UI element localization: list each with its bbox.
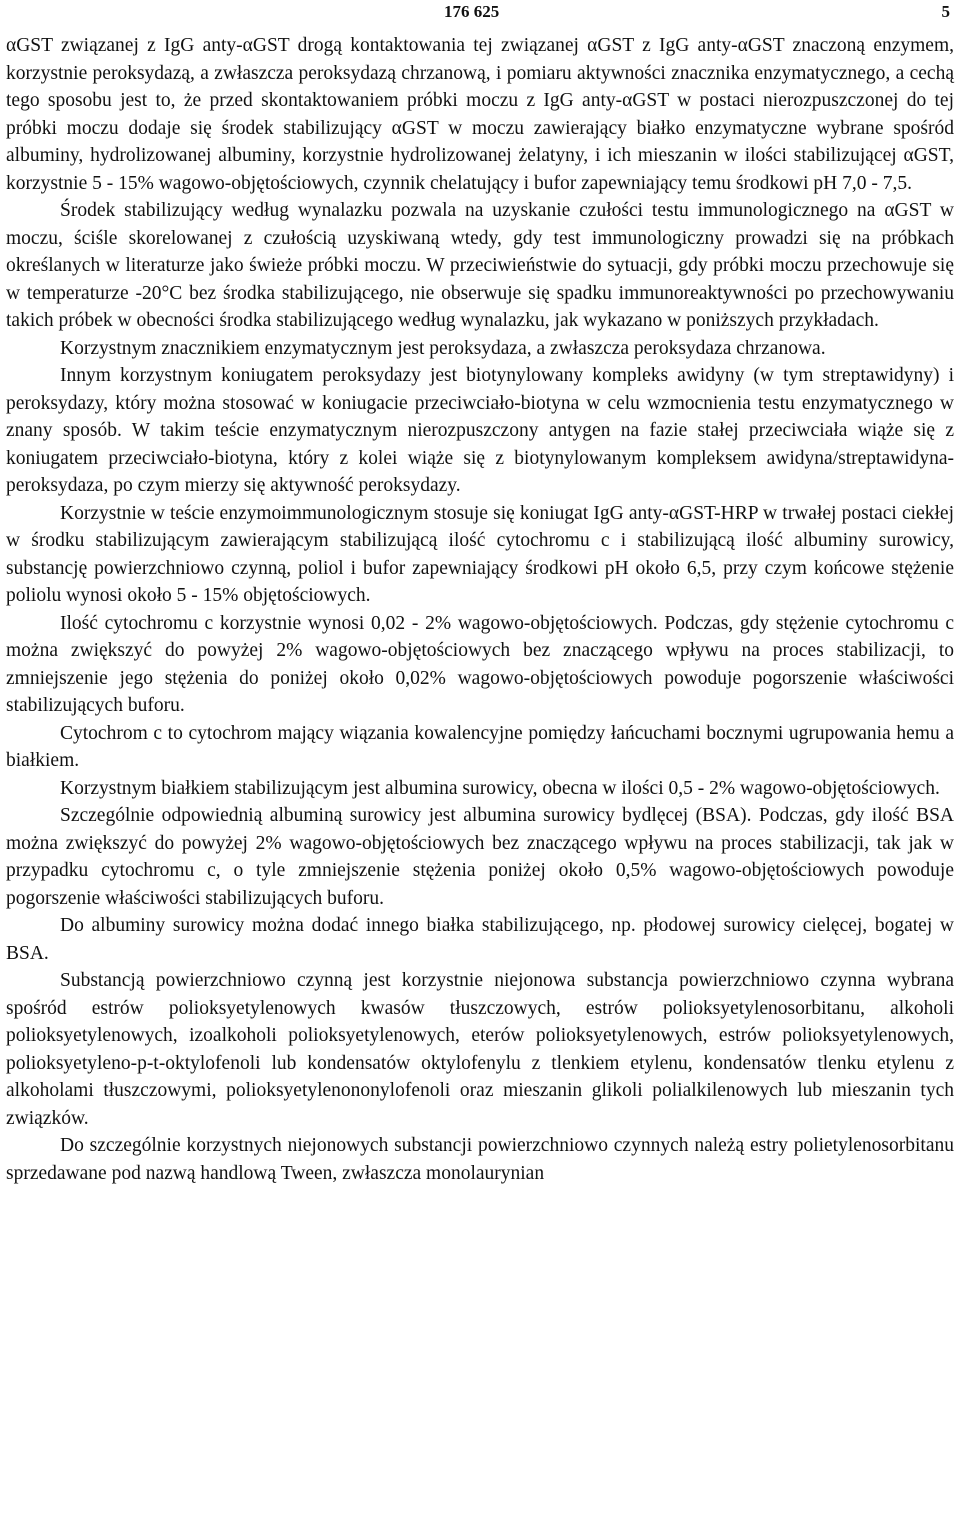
paragraph: Środek stabilizujący według wynalazku pozwala na uzyskanie czułości testu immunologicznego na αGST w moczu, ściśle skorelowanej z czułością uzyskiwaną wtedy, gdy test immunologiczny prowadzi się na próbkach określanych w literaturze jako świeże próbki moczu. W przeciwieństwie do sytuacji, gdy próbki moczu przechowuje się w temperaturze -20°C bez środka stabilizującego, nie obserwuje się spadku immunoreaktywności po przechowywaniu takich próbek w obecności środka stabilizującego według wynalazku, jak wykazano w poniższych przykładach. [6,200,954,331]
page-number: 5 [941,2,950,21]
paragraph: Substancją powierzchniowo czynną jest korzystnie niejonowa substancja powierzchniowo czynna wybrana spośród estrów polioksyetylenowych kwasów tłuszczowych, estrów polioksyetylenosorbitanu, alkoholi polioksyetylenowych, izoalkoholi polioksyetylenowych, eterów polioksyetylenowych, estrów polioksyetylenowych, polioksyetyleno-p-t-oktylofenoli lub kondensatów oktylofenylu z tlenkiem etylenu, kondensatów tlenku etylenu z alkoholami tłuszczowymi, polioksyetylenononylofenoli oraz mieszanin glikoli polialkilenowych lub mieszanin tych związków. [6,970,954,1129]
body-text [6,32,954,1187]
paragraph: Korzystnym znacznikiem enzymatycznym jest peroksydaza, a zwłaszcza peroksydaza chrzanowa. [60,337,826,359]
paragraph: Korzystnym białkiem stabilizującym jest albumina surowicy, obecna w ilości 0,5 - 2% wagowo-objętościowych. [60,777,940,799]
paragraph-continuation: αGST związanej z IgG anty-αGST drogą kontaktowania tej związanej αGST z IgG anty-αGST znaczoną enzymem, korzystnie peroksydazą, a zwłaszcza peroksydazą chrzanową, i pomiaru aktywności znacznika enzymatycznego, a cechą tego sposobu jest to, że przed skontaktowaniem próbki moczu z IgG anty-αGST w postaci nierozpuszczonej do tej próbki moczu dodaje się środek stabilizujący αGST w moczu zawierający białko enzymatyczne wybrane spośród albuminy, hydrolizowanej albuminy, korzystnie hydrolizowanej żelatyny, i ich mieszanin w ilości stabilizującej αGST, korzystnie 5 - 15% wagowo-objętościowych, czynnik chelatujący i bufor zapewniający temu środkowi pH 7,0 - 7,5. [6,35,954,194]
paragraph: Innym korzystnym koniugatem peroksydazy jest biotynylowany kompleks awidyny (w tym streptawidyny) i peroksydazy, który można stosować w koniugacie przeciwciało-biotyna w celu wzmocnienia testu enzymatycznego w znany sposób. W takim teście enzymatycznym nierozpuszczony antygen na fazie stałej przeciwciała wiąże się z koniugatem przeciwciało-biotyna, który z kolei wiąże się z biotynylowanym kompleksem awidyna/streptawidyna-peroksydaza, po czym mierzy się aktywność peroksydazy. [6,365,954,496]
paragraph: Ilość cytochromu c korzystnie wynosi 0,02 - 2% wagowo-objętościowych. Podczas, gdy stężenie cytochromu c można zwiększyć do powyżej 2% wagowo-objętościowych bez znaczącego wpływu na proces stabilizacji, to zmniejszenie jego stężenia do poniżej około 0,02% wagowo-objętościowych powoduje pogorszenie właściwości stabilizujących buforu. [6,612,954,716]
page-header [0,2,960,24]
paragraph: Do szczególnie korzystnych niejonowych substancji powierzchniowo czynnych należą estry polietylenosorbitanu sprzedawane pod nazwą handlową Tween, zwłaszcza monolaurynian [6,1135,954,1184]
paragraph: Korzystnie w teście enzymoimmunologicznym stosuje się koniugat IgG anty-αGST-HRP w trwałej postaci ciekłej w środku stabilizującym zawierającym stabilizującą ilość cytochromu c i stabilizującą ilość albuminy surowicy, substancję powierzchniowo czynną, poliol i bufor zapewniający środkowi pH około 6,5, przy czym końcowe stężenie poliolu wynosi około 5 - 15% objętościowych. [6,502,954,606]
patent-number: 176 625 [444,2,500,21]
paragraph: Cytochrom c to cytochrom mający wiązania kowalencyjne pomiędzy łańcuchami bocznymi ugrupowania hemu a białkiem. [6,722,954,771]
paragraph: Do albuminy surowicy można dodać innego białka stabilizującego, np. płodowej surowicy cielęcej, bogatej w BSA. [6,915,954,964]
paragraph: Szczególnie odpowiednią albuminą surowicy jest albumina surowicy bydlęcej (BSA). Podczas, gdy ilość BSA można zwiększyć do powyżej 2% wagowo-objętościowych bez znaczącego wpływu na proces stabilizacji, tak jak w przypadku cytochromu c, o tyle zmniejszenie stężenia poniżej około 0,5% wagowo-objętościowych powoduje pogorszenie właściwości stabilizujących buforu. [6,805,954,909]
